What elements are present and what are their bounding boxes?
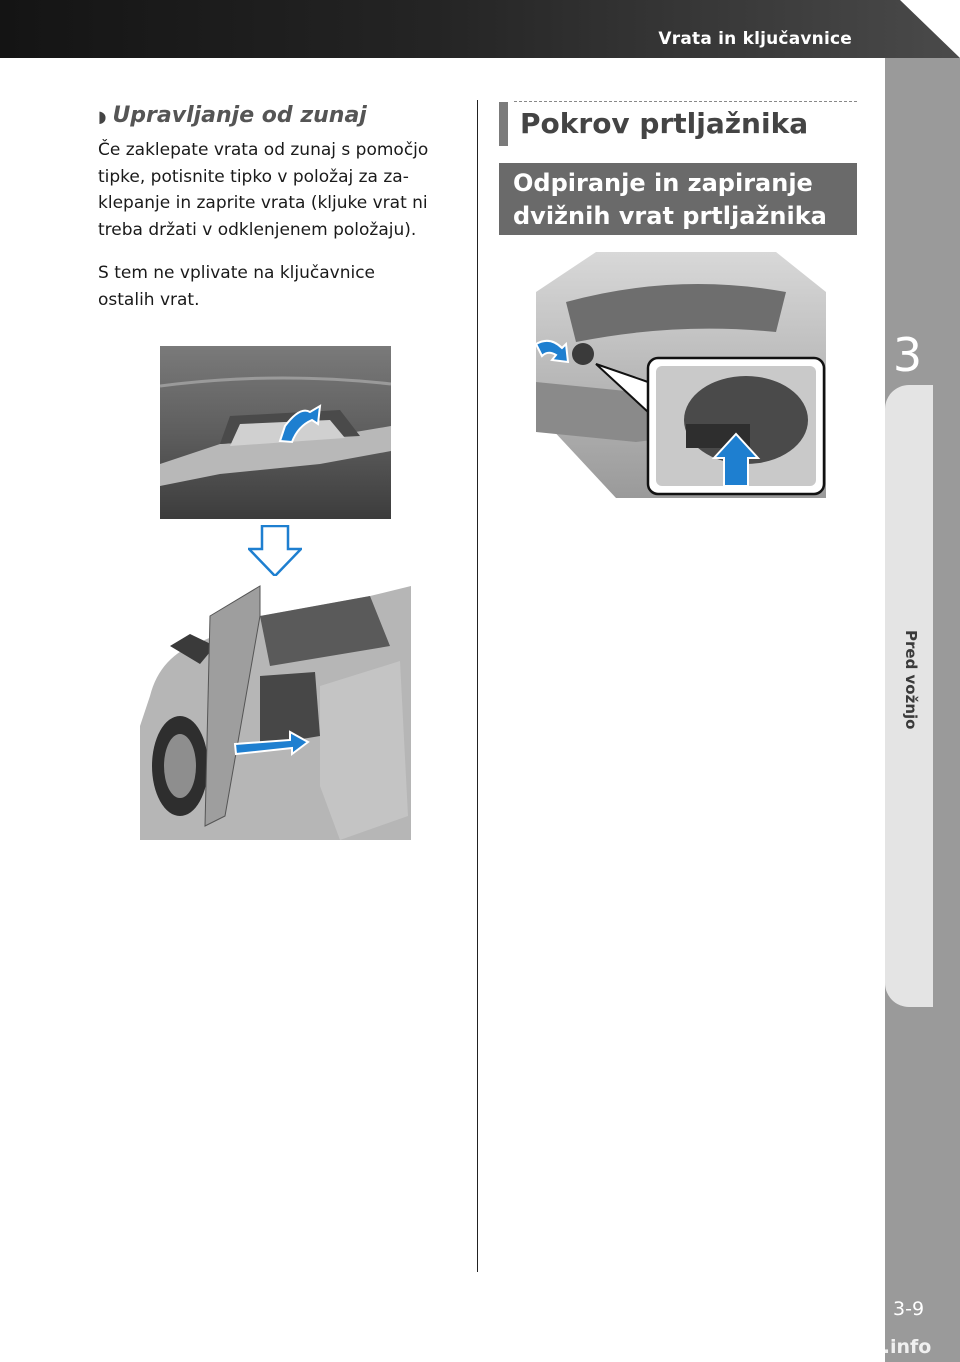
watermark: carmanualsonline.info	[693, 1336, 932, 1358]
paragraph-1-line: klepanje in zaprite vrata (kljuke vrat ni	[98, 193, 428, 213]
heading-marker-icon: ◗	[98, 107, 107, 126]
subsection-line: Odpiranje in zapiranje	[513, 169, 813, 197]
column-divider	[477, 100, 478, 1272]
down-arrow-icon	[248, 525, 302, 577]
chapter-label: Pred vožnjo	[902, 630, 920, 730]
section-title: Pokrov prtljažnika	[499, 102, 808, 146]
chapter-number: 3	[892, 328, 923, 382]
paragraph-2-line: ostalih vrat.	[98, 289, 200, 310]
subsection-banner	[499, 163, 857, 235]
header-notch	[900, 0, 960, 58]
liftgate-illustration	[536, 252, 826, 498]
paragraph-1-line: treba držati v odklenjenem položaju).	[98, 219, 417, 240]
header-title: Vrata in ključavnice	[658, 29, 852, 49]
left-heading	[98, 103, 367, 128]
left-heading-text: Upravljanje od zunaj	[112, 103, 367, 128]
paragraph-1-line: Če zaklepate vrata od zunaj s pomočjo	[98, 140, 429, 160]
paragraph-1-line: tipke, potisnite tipko v položaj za za-	[98, 166, 409, 187]
door-handle-illustration	[160, 346, 391, 519]
page-number: 3-9	[893, 1298, 925, 1320]
paragraph-1	[98, 137, 458, 243]
paragraph-2	[98, 260, 458, 313]
subsection-line: dvižnih vrat prtljažnika	[513, 202, 827, 230]
paragraph-2-line: S tem ne vplivate na ključavnice	[98, 263, 376, 283]
open-door-illustration	[140, 576, 411, 840]
